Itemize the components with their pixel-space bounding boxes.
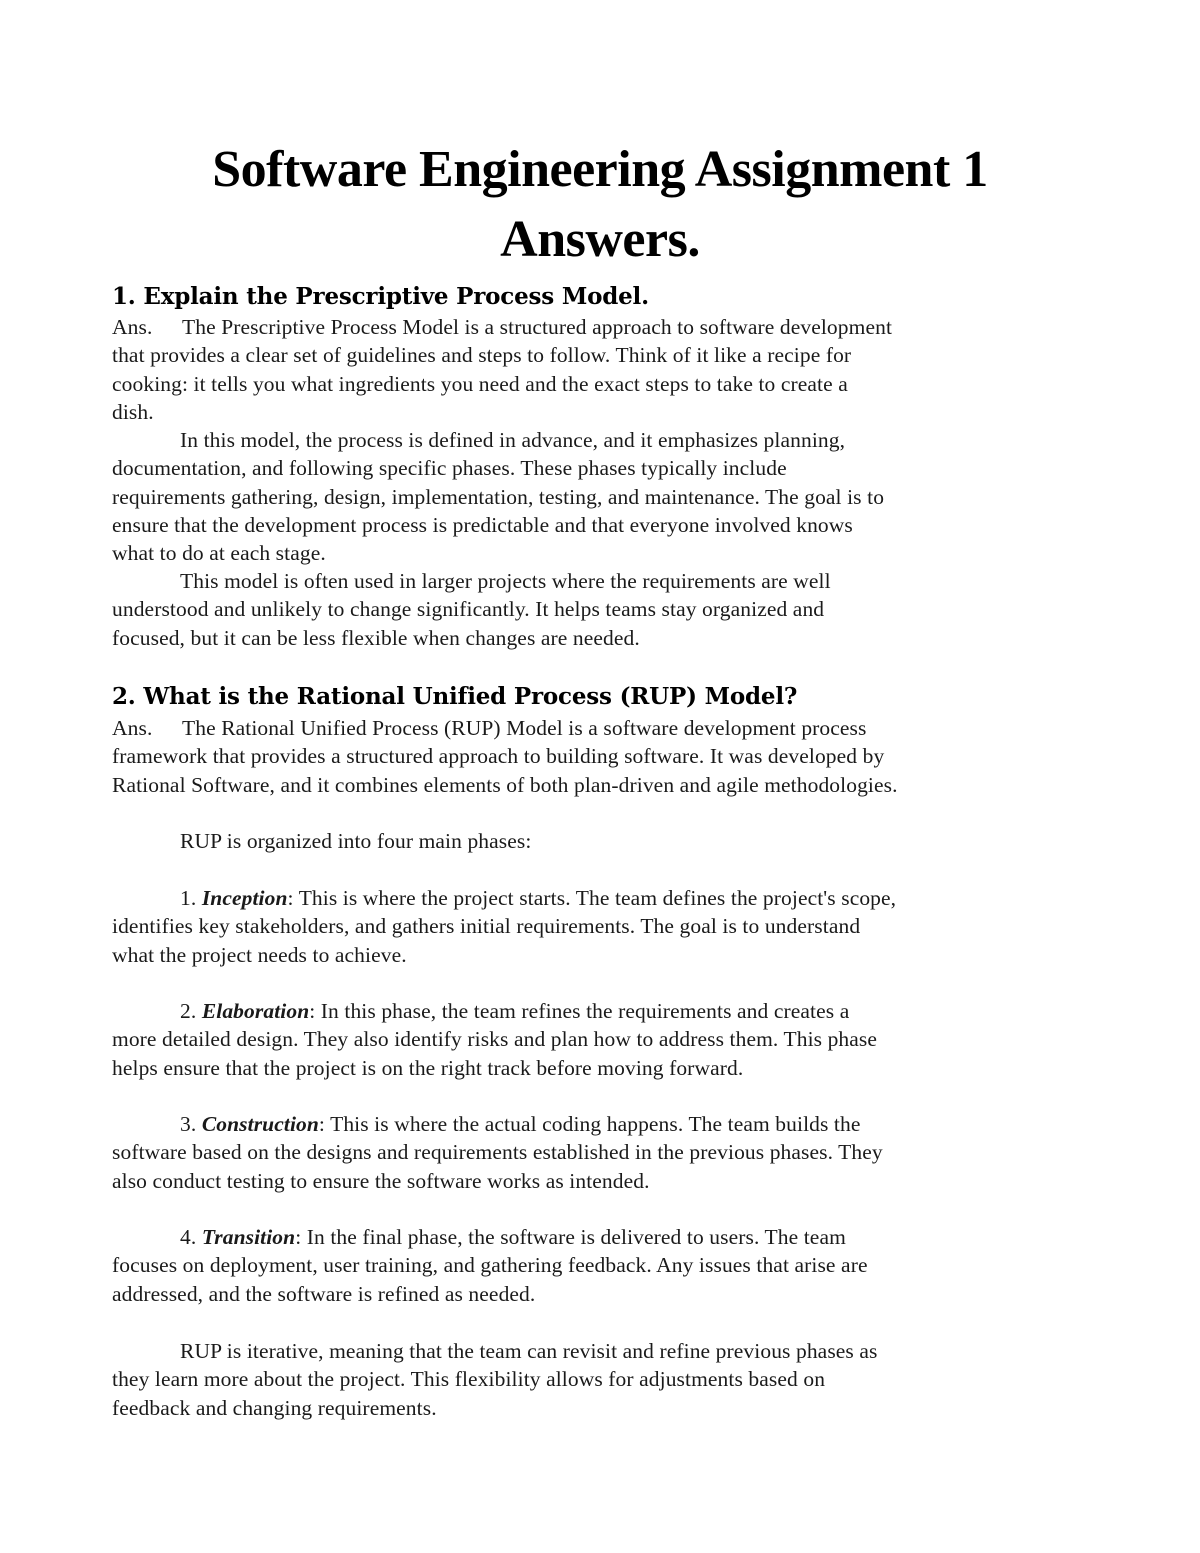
rup-phases-intro: RUP is organized into four main phases:	[180, 829, 532, 853]
paragraph-line: also conduct testing to ensure the software works as intended.	[112, 1168, 650, 1193]
question-1-heading: 1. Explain the Prescriptive Process Model.	[112, 283, 649, 310]
document-title-line2: Answers.	[500, 211, 700, 268]
answer-label: Ans.	[112, 716, 153, 740]
paragraph-line: framework that provides a structured approach to building software. It was developed by	[112, 744, 885, 769]
paragraph-line: what the project needs to achieve.	[112, 942, 407, 967]
document-title: Software Engineering Assignment 1	[212, 141, 988, 198]
answer-label: Ans.	[112, 315, 153, 339]
paragraph-line: focuses on deployment, user training, and gathering feedback. Any issues that arise are	[112, 1253, 868, 1278]
phase-name: Transition	[201, 1225, 296, 1249]
paragraph-line: Ans. The Prescriptive Process Model is a structured approach to software development	[112, 313, 1102, 341]
paragraph-line: Rational Software, and it combines elements of both plan-driven and agile methodologies.	[112, 772, 898, 797]
paragraph-line: more detailed design. They also identify risks and plan how to address them. This phase	[112, 1027, 878, 1052]
question-2-answer-paragraph-1	[112, 714, 1102, 799]
phase-name: Inception	[201, 886, 288, 910]
rup-phase-construction: 3. Construction: This is where the actual coding happens. The team builds the software based on the designs and requirements established in the previous phases. They also conduct testing to ensure the software works as intended.	[112, 1110, 1102, 1195]
paragraph-line: documentation, and following specific phases. These phases typically include	[112, 456, 787, 481]
paragraph-line: In this model, the process is defined in advance, and it emphasizes planning,	[180, 428, 846, 452]
paragraph-line: ensure that the development process is predictable and that everyone involved knows	[112, 512, 853, 537]
paragraph-line: RUP is iterative, meaning that the team can revisit and refine previous phases as	[180, 1339, 878, 1363]
paragraph-line: cooking: it tells you what ingredients you need and the exact steps to take to create a	[112, 371, 848, 396]
rup-phase-elaboration: 2. Elaboration: In this phase, the team refines the requirements and creates a more detailed design. They also identify risks and plan how to address them. This phase helps ensure that the project is on the right track before moving forward.	[112, 997, 1102, 1082]
paragraph-line: they learn more about the project. This flexibility allows for adjustments based on	[112, 1367, 826, 1392]
paragraph-line: dish.	[112, 399, 154, 424]
paragraph-line: helps ensure that the project is on the right track before moving forward.	[112, 1055, 744, 1080]
paragraph-line: software based on the designs and requirements established in the previous phases. They	[112, 1140, 883, 1165]
paragraph-line: feedback and changing requirements.	[112, 1395, 437, 1420]
paragraph-line: requirements gathering, design, implementation, testing, and maintenance. The goal is to	[112, 484, 885, 509]
paragraph-line: what to do at each stage.	[112, 541, 326, 566]
paragraph-line: This model is often used in larger projects where the requirements are well	[180, 569, 831, 593]
paragraph-line: understood and unlikely to change significantly. It helps teams stay organized and	[112, 597, 825, 622]
phase-name: Elaboration	[201, 999, 310, 1023]
paragraph-line: addressed, and the software is refined as needed.	[112, 1281, 536, 1306]
rup-phase-inception: 1. Inception: This is where the project starts. The team defines the project's scope, identifies key stakeholders, and gathers initial requirements. The goal is to understand what the project needs to achieve.	[112, 884, 1102, 969]
paragraph-line: identifies key stakeholders, and gathers initial requirements. The goal is to understand	[112, 914, 861, 939]
question-2-heading: 2. What is the Rational Unified Process (RUP) Model?	[112, 683, 798, 710]
paragraph-line: Ans. The Rational Unified Process (RUP) Model is a software development process	[112, 714, 1102, 742]
question-1-answer-paragraph-2	[112, 426, 1102, 567]
paragraph-line: focused, but it can be less flexible when changes are needed.	[112, 625, 640, 650]
question-1-answer-paragraph-1	[112, 313, 1102, 426]
rup-closing-paragraph	[112, 1337, 1102, 1422]
phase-name: Construction	[201, 1112, 319, 1136]
rup-phase-transition: 4. Transition: In the final phase, the software is delivered to users. The team focuses on deployment, user training, and gathering feedback. Any issues that arise are addressed, and the software is refined as needed.	[112, 1223, 1102, 1308]
question-1-answer-paragraph-3	[112, 567, 1102, 652]
paragraph-line: that provides a clear set of guidelines and steps to follow. Think of it like a recipe for	[112, 343, 852, 368]
